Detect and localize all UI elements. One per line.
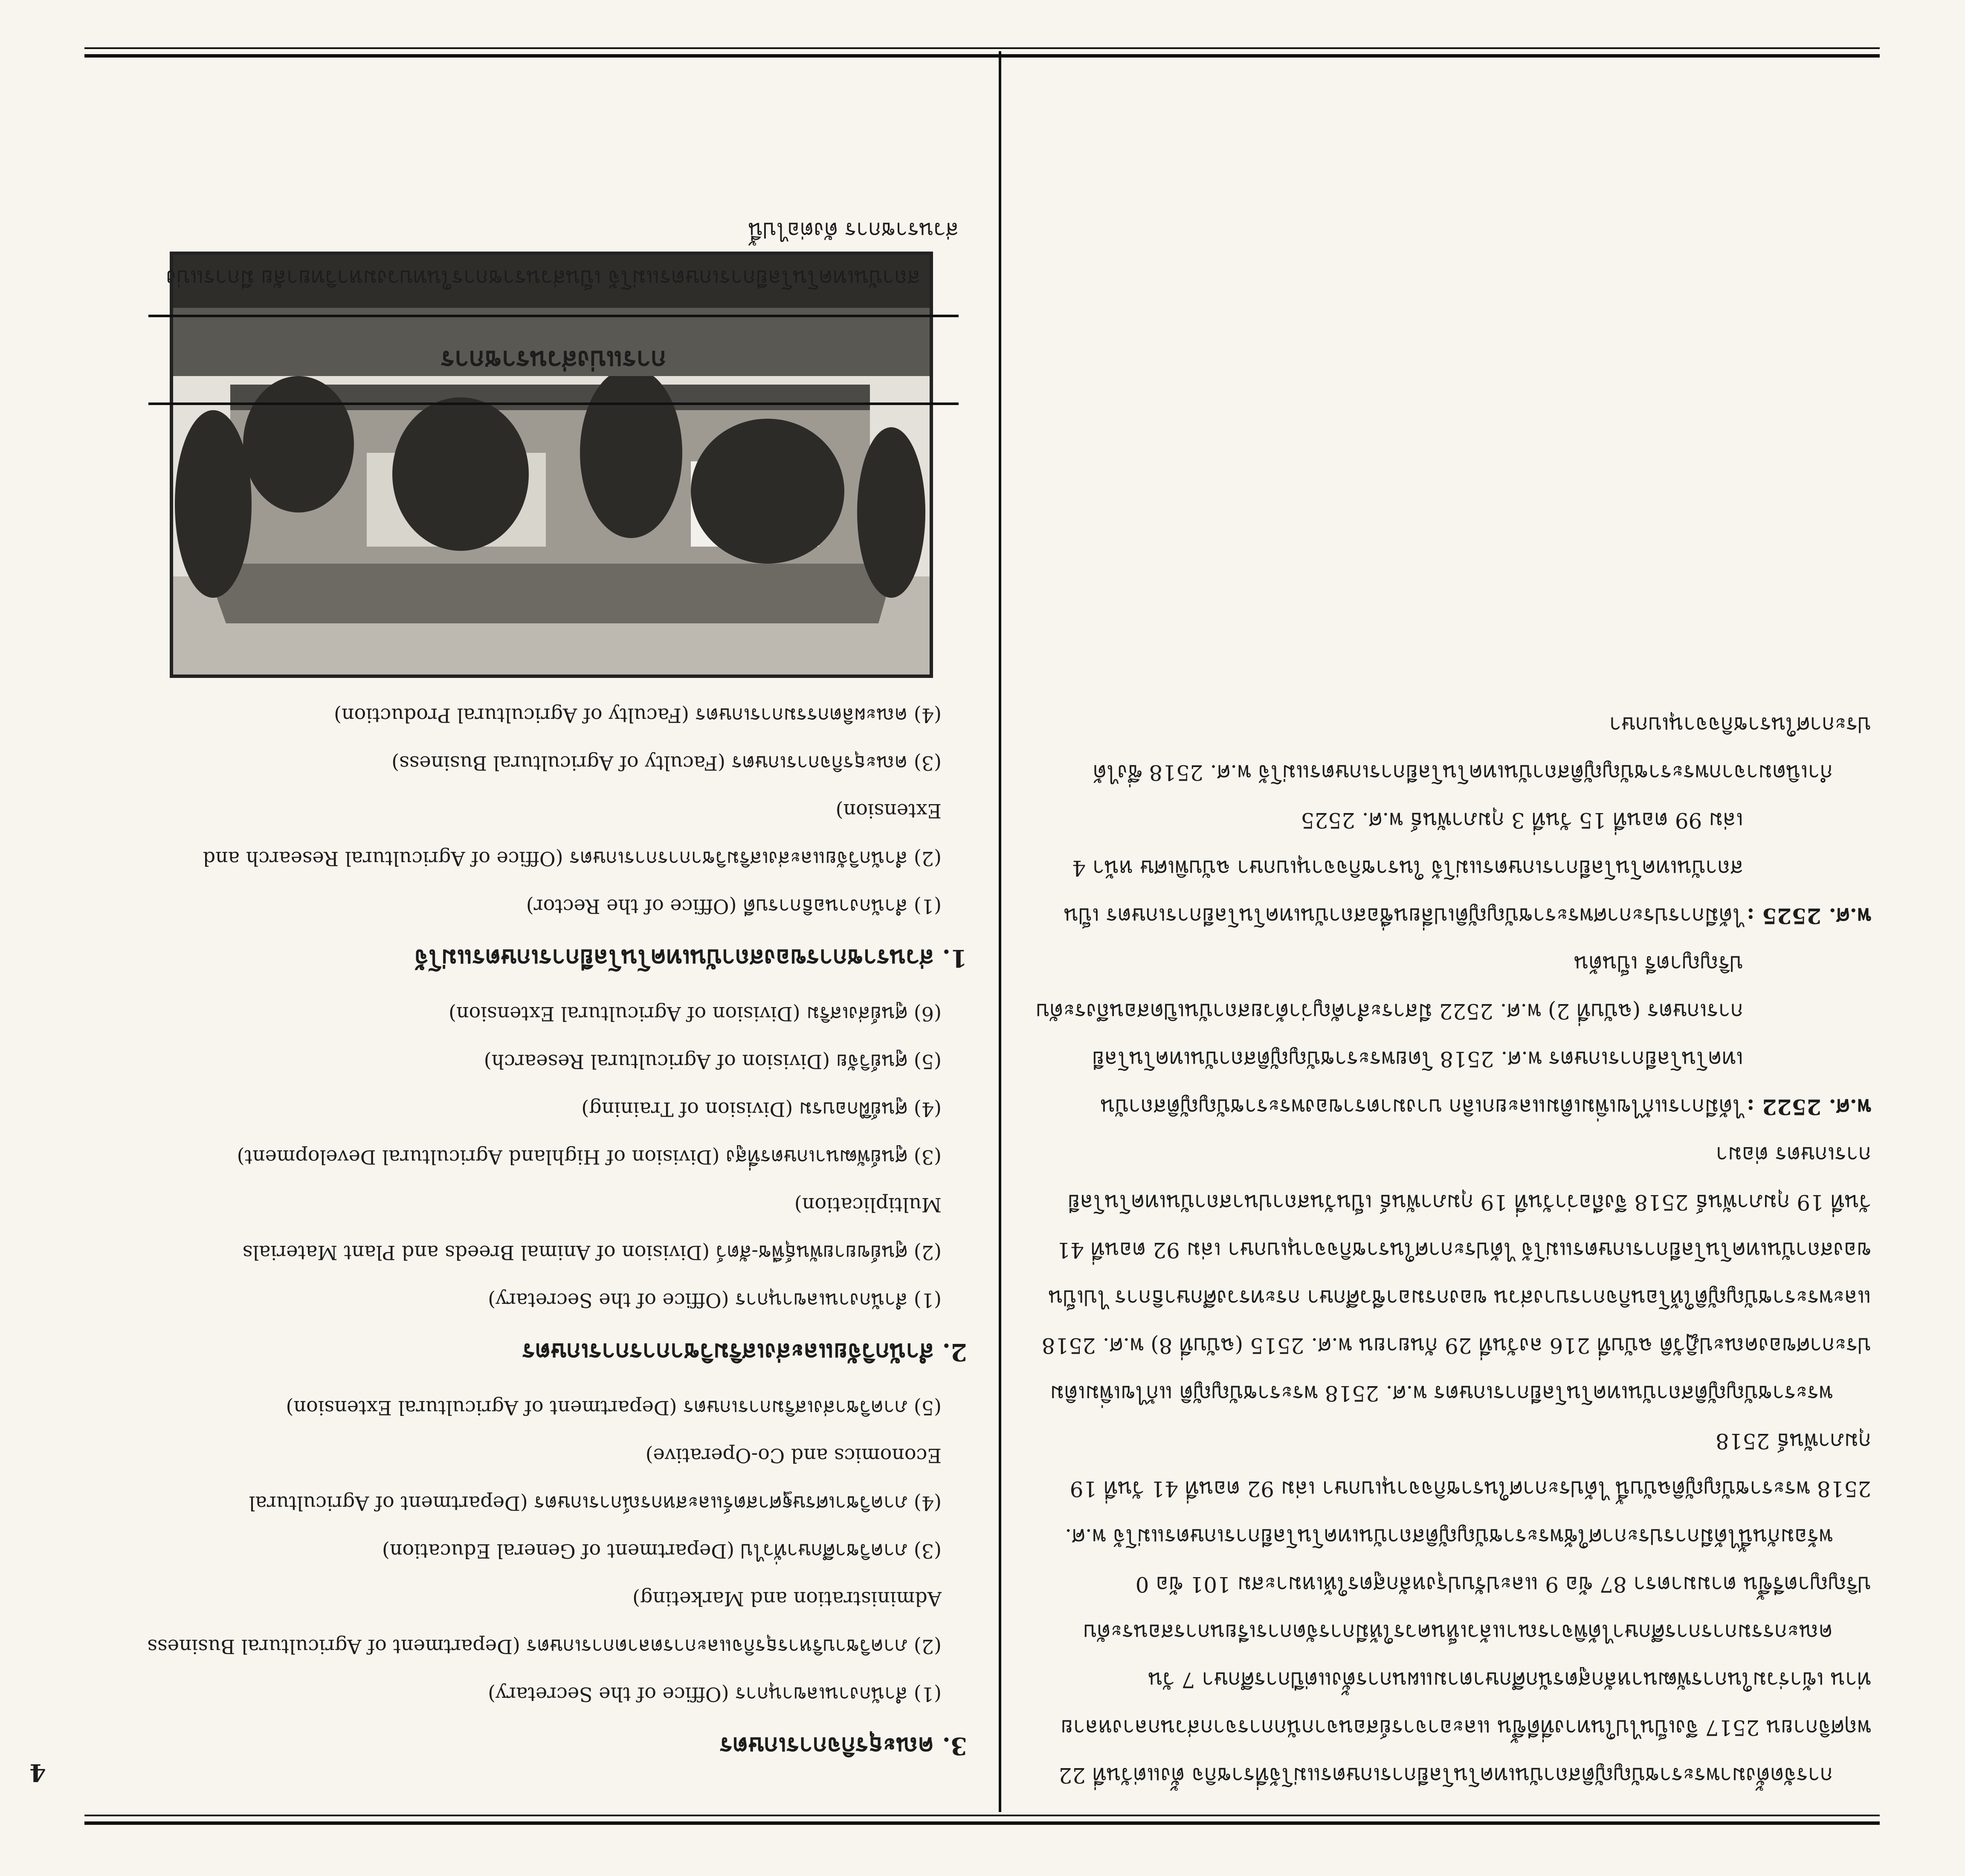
section-title: 1. ส่วนราชการของสถาบันเทคโนโลยีการเกษตรแม่โจ้ bbox=[414, 944, 967, 972]
history-paragraph: พระราชบัญญัติสถาบันเทคโนโลยีการเกษตร พ.ศ. 2518 พระราชบัญญัติ แก้ไขเพิ่มเติมประกาศของคณะปฏิวัติ ฉบับที่ 216 ลงวันที่ 29 กันยายน พ.ศ. 2515 (ฉบับที่ 8) พ.ศ. 2518 และพระราชบัญญัติให้โอนกิจการบางส่วน ของกรมอาชีวศึกษา กระทรวงศึกษาธิการ ไปเป็นของสถาบันเทคโนโลยีการเกษตรแม่โจ้ ได้ประกาศในราชกิจจานุเบกษา เล่ม 92 ตอนที่ 41 วันที่ 19 กุมภาพันธ์ 2518 จึงถือว่าวันที่ 19 กุมภาพันธ์ เป็นวันสถาปนาสถาบันเทคโนโลยีการเกษตร ต่อมา bbox=[1041, 1142, 1871, 1406]
page-number: 4 bbox=[29, 1758, 46, 1786]
management-header bbox=[148, 206, 959, 405]
top-rule-thin bbox=[84, 1815, 1880, 1816]
intro-text bbox=[1035, 701, 1871, 796]
list-item: (1) สำนักงานเลขานุการ (Office of the Secretary) bbox=[488, 1289, 942, 1312]
section-title: 2. สำนักวิจัยและส่งเสริมวิชาการการเกษตร bbox=[522, 1338, 967, 1366]
list-item: (2) ศูนย์ขยายพันธุ์พืช-สัตว์ (Division of Animal Breeds and Plant Materials Multiplication) bbox=[242, 1193, 942, 1264]
list-item: (2) สำนักวิจัยและส่งเสริมวิชาการการเกษตร (Office of Agricultural Research and Extension) bbox=[203, 799, 942, 870]
list-item: (6) ศูนย์ส่งเสริม (Division of Agricultural Extension) bbox=[449, 1002, 942, 1025]
year-text: ได้มีการแก้ไขเพิ่มเติมและยกเลิก บางมาตราของพระราชบัญญัติสถาบันเทคโนโลยีการเกษตร พ.ศ. 2518 โดยพระราชบัญญัติสถาบันเทคโนโลยีการเกษตร (ฉบับที่ 2) พ.ศ. 2522 มีสาระสำคัญว่าด้วยสถาบันเปิดสอนถึงระดับปริญญาตรี เป็นต้น bbox=[1036, 951, 1743, 1119]
section-list bbox=[136, 1384, 967, 1774]
year-entry bbox=[1035, 940, 1871, 1131]
management-intro: สถาบันเทคโนโลยีการเกษตรแม่โจ้ เป็นส่วนราชการในทบวงมหาวิทยาลัย มีการแบ่งส่วนราชการ ดังต่อไปนี้ bbox=[166, 218, 959, 290]
top-rule bbox=[84, 1821, 1880, 1825]
bottom-rule-thin bbox=[84, 47, 1880, 49]
history-paragraph: การจัดตั้งมาพระราชบัญญัติสถาบันเทคโนโลยีการเกษตรแม่โจ้ที่ราชกิจ ตั้งแต่วันที่ 22 พฤศจิกายน 2517 จึงเป็นไปในทางที่ดีขึ้น และอาจารย์สอนจากนักการจากส่วนกลางหลายท่าน เข้าร่วมในการพัฒนาหลักสูตรนักศึกษาตามแผนการตั้งแต่ปีการศึกษา 7 วัน bbox=[1058, 1668, 1871, 1788]
management-title: การแบ่งส่วนราชการ bbox=[441, 345, 667, 375]
section-list bbox=[136, 692, 967, 986]
history-column bbox=[1035, 701, 1871, 1799]
list-item: (4) ภาควิชาเศรษฐศาสตร์และสหกรณ์การเกษตร (Department of Agricultural Economics and Co-Operative) bbox=[249, 1444, 942, 1515]
management-rule-bottom bbox=[148, 315, 959, 317]
list-item: (3) ภาควิชาศึกษาทั่วไป (Department of General Education) bbox=[382, 1540, 942, 1563]
column-divider bbox=[999, 51, 1001, 1812]
list-item: (3) คณะธุรกิจการเกษตร (Faculty of Agricultural Business) bbox=[391, 752, 942, 775]
management-rule-top bbox=[148, 402, 959, 405]
year-label: พ.ศ. 2525 : bbox=[1747, 903, 1871, 929]
year-text: ได้มีการประกาศพระราชบัญญัติเปลี่ยนชื่อสถาบันเทคโนโลยีการเกษตร เป็น สถาบันเทคโนโลยีการเกษตรแม่โจ้ ในราชกิจจานุเบกษา ฉบับพิเศษ หน้า 4 เล่ม 99 ตอนที่ 15 วันที่ 3 กุมภาพันธ์ พ.ศ. 2525 bbox=[1064, 808, 1743, 928]
intro-paragraph: กำเนิดมาจากพระราชบัญญัติสถาบันเทคโนโลยีการเกษตรแม่โจ้ พ.ศ. 2518 ซึ่งได้ประกาศในราชกิจจานุเบกษา bbox=[1093, 712, 1871, 785]
history-paragraph: คณะกรรมการการศึกษาได้พิจารณาแล้วเห็นควรให้มีการจัดการเรียนการสอนระดับปริญญาตรีขึ้น ตามมาตรา 87 ข้อ 9 และปรับปรุงหลักสูตรให้เหมาะสม 101 ข้อ 0 bbox=[1083, 1572, 1871, 1644]
list-item: (1) สำนักงานอธิการบดี (Office of the Rector) bbox=[526, 895, 942, 918]
bottom-rule bbox=[84, 54, 1880, 58]
history-text bbox=[1035, 1131, 1871, 1799]
list-item: (1) สำนักงานเลขานุการ (Office of the Secretary) bbox=[488, 1683, 942, 1706]
structure-column bbox=[136, 692, 967, 1778]
section-list bbox=[136, 990, 967, 1380]
list-item: (4) ศูนย์ฝึกอบรม (Division of Training) bbox=[581, 1098, 942, 1121]
year-label: พ.ศ. 2522 : bbox=[1747, 1094, 1871, 1120]
list-item: (4) คณะผลิตกรรมการเกษตร (Faculty of Agricultural Production) bbox=[334, 704, 942, 727]
list-item: (5) ภาควิชาส่งเสริมการเกษตร (Department of Agricultural Extension) bbox=[286, 1396, 942, 1419]
history-paragraph: พร้อมกันนี้ได้มีการประกาศใช้พระราชบัญญัติสถาบันเทคโนโลยีการเกษตรแม่โจ้ พ.ศ. 2518 พระราชบัญญัติฉบับนี้ ได้ประกาศในราชกิจจานุเบกษา เล่ม 92 ตอนที่ 41 วันที่ 19 กุมภาพันธ์ 2518 bbox=[1065, 1429, 1871, 1549]
list-item: (3) ศูนย์พัฒนาเกษตรที่สูง (Division of Highland Agricultural Development) bbox=[237, 1146, 942, 1169]
year-entry bbox=[1035, 796, 1871, 940]
list-item: (5) ศูนย์วิจัย (Division of Agricultural Research) bbox=[484, 1050, 942, 1073]
section-title: 3. คณะธุรกิจการเกษตร bbox=[719, 1732, 967, 1760]
list-item: (2) ภาควิชาบริหารธุรกิจและการตลาดการเกษตร (Department of Agricultural Business Administration and Marketing) bbox=[147, 1587, 942, 1658]
